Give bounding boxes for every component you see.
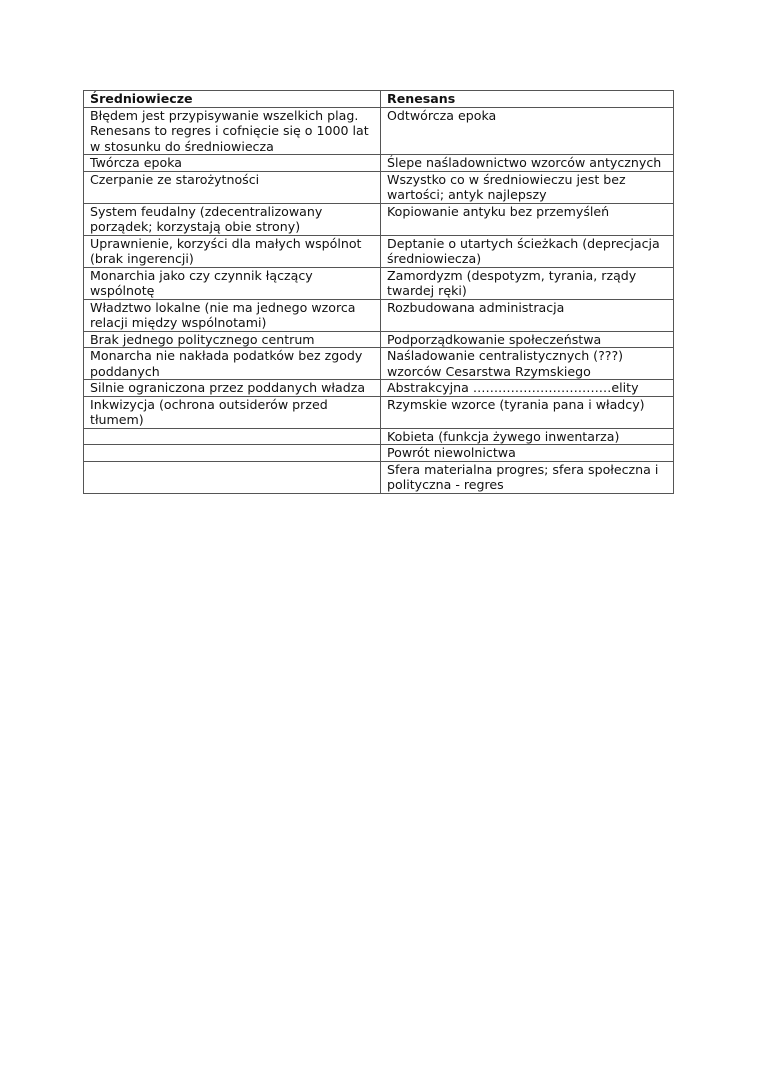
table-row bbox=[84, 461, 674, 493]
table-row bbox=[84, 171, 674, 203]
table-cell-empty bbox=[84, 428, 381, 445]
table-cell: Ślepe naśladownictwo wzorców antycznych bbox=[381, 155, 674, 172]
table-cell: System feudalny (zdecentralizowany porządek; korzystają obie strony) bbox=[84, 203, 381, 235]
header-sredniowiecze: Średniowiecze bbox=[84, 91, 381, 108]
table-cell: Zamordyzm (despotyzm, tyrania, rządy twardej ręki) bbox=[381, 267, 674, 299]
table-cell: Kopiowanie antyku bez przemyśleń bbox=[381, 203, 674, 235]
table-cell-empty bbox=[84, 461, 381, 493]
table-row bbox=[84, 267, 674, 299]
table-cell: Kobieta (funkcja żywego inwentarza) bbox=[381, 428, 674, 445]
table-cell: Naśladowanie centralistycznych (???) wzorców Cesarstwa Rzymskiego bbox=[381, 348, 674, 380]
table-cell: Brak jednego politycznego centrum bbox=[84, 331, 381, 348]
table-cell: Władztwo lokalne (nie ma jednego wzorca relacji między wspólnotami) bbox=[84, 299, 381, 331]
table-row bbox=[84, 445, 674, 462]
table-cell: Deptanie o utartych ścieżkach (deprecjacja średniowiecza) bbox=[381, 235, 674, 267]
table-row bbox=[84, 203, 674, 235]
table-cell: Sfera materialna progres; sfera społeczna i polityczna - regres bbox=[381, 461, 674, 493]
table-cell: Monarchia jako czy czynnik łączący wspólnotę bbox=[84, 267, 381, 299]
table-cell: Silnie ograniczona przez poddanych władza bbox=[84, 380, 381, 397]
table-cell: Inkwizycja (ochrona outsiderów przed tłumem) bbox=[84, 396, 381, 428]
table-cell: Podporządkowanie społeczeństwa bbox=[381, 331, 674, 348]
table-cell: Rzymskie wzorce (tyrania pana i władcy) bbox=[381, 396, 674, 428]
table-cell: Odtwórcza epoka bbox=[381, 107, 674, 155]
table-cell: Abstrakcyjna ……………………………elity bbox=[381, 380, 674, 397]
table-row bbox=[84, 396, 674, 428]
header-renesans: Renesans bbox=[381, 91, 674, 108]
table-row bbox=[84, 331, 674, 348]
table-row bbox=[84, 107, 674, 155]
table-cell: Czerpanie ze starożytności bbox=[84, 171, 381, 203]
table-row bbox=[84, 299, 674, 331]
table-row bbox=[84, 235, 674, 267]
table-cell: Błędem jest przypisywanie wszelkich plag. Renesans to regres i cofnięcie się o 1000 lat w stosunku do średniowiecza bbox=[84, 107, 381, 155]
table-header-row bbox=[84, 91, 674, 108]
table-row bbox=[84, 428, 674, 445]
table-cell-empty bbox=[84, 445, 381, 462]
table-cell: Monarcha nie nakłada podatków bez zgody poddanych bbox=[84, 348, 381, 380]
table-cell: Uprawnienie, korzyści dla małych wspólnot (brak ingerencji) bbox=[84, 235, 381, 267]
comparison-table bbox=[83, 90, 674, 494]
table-row bbox=[84, 348, 674, 380]
table-cell: Wszystko co w średniowieczu jest bez wartości; antyk najlepszy bbox=[381, 171, 674, 203]
table-row bbox=[84, 155, 674, 172]
table-cell: Rozbudowana administracja bbox=[381, 299, 674, 331]
table-cell: Twórcza epoka bbox=[84, 155, 381, 172]
table-cell: Powrót niewolnictwa bbox=[381, 445, 674, 462]
table-row bbox=[84, 380, 674, 397]
